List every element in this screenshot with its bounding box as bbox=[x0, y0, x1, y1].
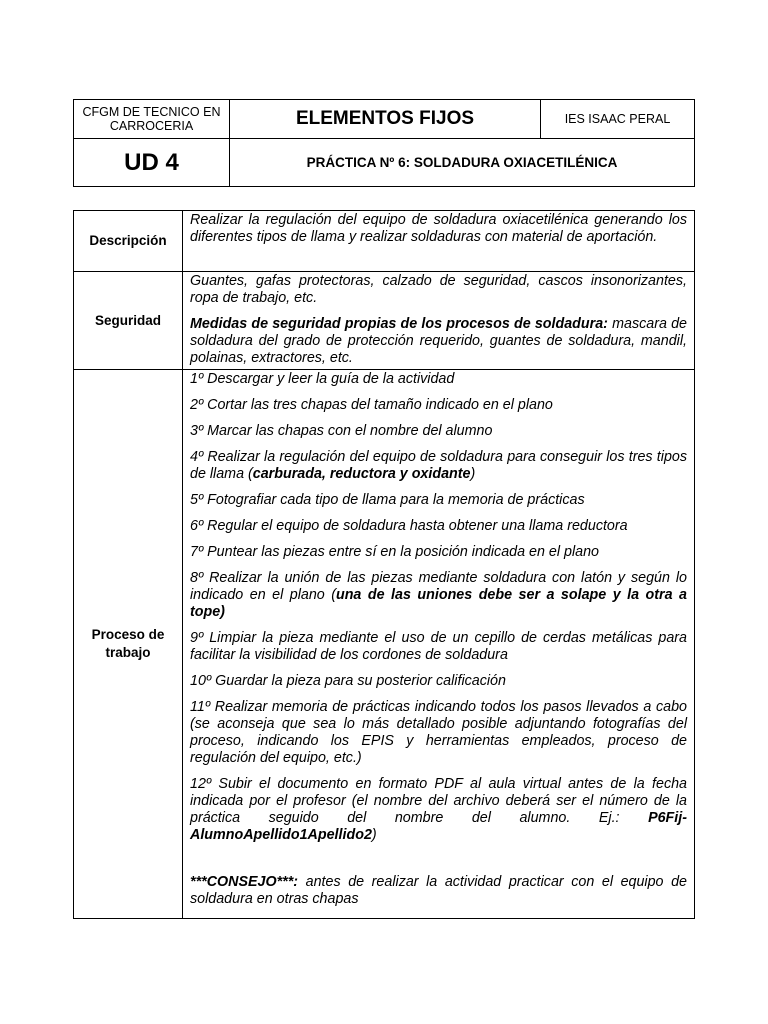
seguridad-equipment: Guantes, gafas protectoras, calzado de seguridad, cascos insonorizantes, ropa de trabajo, etc. bbox=[190, 273, 687, 306]
step-4-close: ) bbox=[470, 466, 476, 482]
step-8-joints: una de las uniones debe ser a solape y la otra a tope) bbox=[190, 587, 687, 620]
step-9: 9º Limpiar la pieza mediante el uso de un cepillo de cerdas metálicas para facilitar la visibilidad de los cordones de soldadura bbox=[190, 630, 687, 663]
step-4 bbox=[190, 449, 687, 483]
step-12-text: 12º Subir el documento en formato PDF al aula virtual antes de la fecha indicada por el profesor (el nombre del archivo deberá ser el número de la práctica seguido del nombre del alumno. Ej.: bbox=[190, 776, 687, 826]
descripcion-paragraph: Realizar la regulación del equipo de soldadura oxiacetilénica generando los diferentes tipos de llama y realizar soldaduras con material de aportación. bbox=[190, 212, 687, 245]
row-descripcion bbox=[74, 211, 695, 272]
measures-heading: Medidas de seguridad propias de los procesos de soldadura: bbox=[190, 316, 608, 332]
step-8 bbox=[190, 570, 687, 621]
step-8-text: 8º Realizar la unión de las piezas mediante soldadura con latón y según lo indicado en el plano ( bbox=[190, 570, 687, 603]
proceso-steps bbox=[183, 370, 695, 919]
step-11: 11º Realizar memoria de prácticas indicando todos los pasos llevados a cabo (se aconseja que sea lo más detallado posible adjuntando fotografías del proceso, indicando los EPIS y herramientas empleados, proceso de regulación del equipo, etc.) bbox=[190, 699, 687, 766]
step-7: 7º Puntear las piezas entre sí en la posición indicada en el plano bbox=[190, 544, 599, 560]
seguridad-text bbox=[183, 272, 695, 370]
step-12 bbox=[190, 776, 687, 844]
course-name: CFGM DE TECNICO EN CARROCERIA bbox=[74, 100, 230, 139]
header-table bbox=[73, 99, 695, 187]
step-12-filename: P6Fij-AlumnoApellido1Apellido2 bbox=[190, 810, 687, 843]
step-2: 2º Cortar las tres chapas del tamaño indicado en el plano bbox=[190, 397, 553, 413]
advice bbox=[190, 874, 687, 908]
descripcion-label: Descripción bbox=[74, 211, 183, 272]
seguridad-measures bbox=[190, 316, 687, 367]
row-proceso bbox=[74, 370, 695, 919]
module-title: ELEMENTOS FIJOS bbox=[230, 100, 541, 139]
proceso-label: Proceso de trabajo bbox=[74, 370, 183, 919]
step-10: 10º Guardar la pieza para su posterior calificación bbox=[190, 673, 506, 689]
step-3: 3º Marcar las chapas con el nombre del alumno bbox=[190, 423, 493, 439]
descripcion-text bbox=[183, 211, 695, 272]
row-seguridad bbox=[74, 272, 695, 370]
step-12-close: ) bbox=[371, 827, 377, 843]
step-4-text: 4º Realizar la regulación del equipo de soldadura para conseguir los tres tipos de llama ( bbox=[190, 449, 687, 482]
seguridad-label: Seguridad bbox=[74, 272, 183, 370]
step-1: 1º Descargar y leer la guía de la actividad bbox=[190, 371, 455, 387]
practice-title: PRÁCTICA Nº 6: SOLDADURA OXIACETILÉNICA bbox=[230, 139, 695, 187]
unit-number: UD 4 bbox=[74, 139, 230, 187]
school-name: IES ISAAC PERAL bbox=[541, 100, 695, 139]
advice-heading: ***CONSEJO***: bbox=[190, 874, 299, 890]
measures-text: mascara de soldadura del grado de protección requerido, guantes de soldadura, mandil, polainas, extractores, etc. bbox=[190, 316, 687, 366]
advice-text: antes de realizar la actividad practicar con el equipo de soldadura en otras chapas bbox=[190, 874, 687, 907]
step-6: 6º Regular el equipo de soldadura hasta obtener una llama reductora bbox=[190, 518, 628, 534]
step-4-flame-types: carburada, reductora y oxidante bbox=[252, 466, 471, 482]
activity-table bbox=[73, 210, 695, 919]
step-5: 5º Fotografiar cada tipo de llama para la memoria de prácticas bbox=[190, 492, 585, 508]
